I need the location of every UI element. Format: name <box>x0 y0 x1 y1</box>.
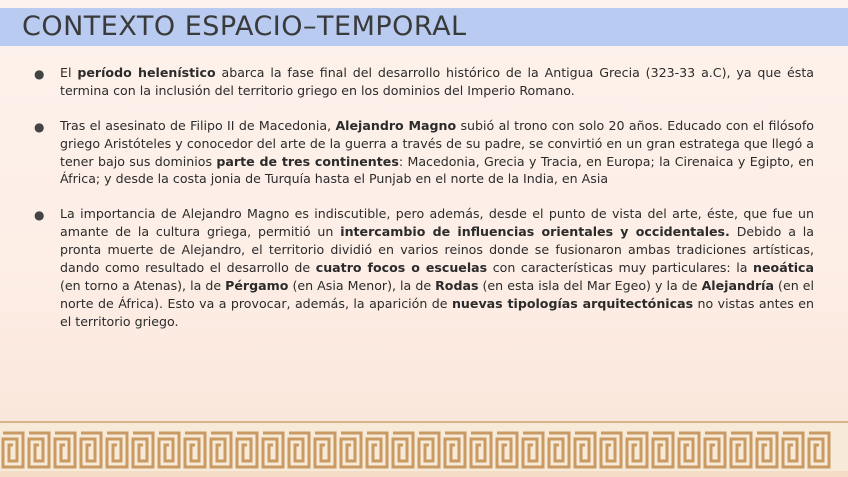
greek-meander-icon <box>728 430 754 470</box>
greek-meander-icon <box>780 430 806 470</box>
bullet-marker: ● <box>34 67 45 81</box>
list-item <box>34 205 814 330</box>
greek-meander-icon <box>364 430 390 470</box>
greek-meander-icon <box>182 430 208 470</box>
bullet-text-3: La importancia de Alejandro Magno es indiscutible, pero además, desde el punto de vista del arte, éste, que fue un amante de la cultura griega, permitió un intercambio de influencias orientales y occidentales. Debido a la pronta muerte de Alejandro, el territorio dividió en varios reinos donde se fusionaron ambas tradiciones artísticas, dando como resultado el desarrollo de cuatro focos o escuelas con características muy particulares: la neoática (en torno a Atenas), la de Pérgamo (en Asia Menor), la de Rodas (en esta isla del Mar Egeo) y la de Alejandría (en el norte de África). Esto va a provocar, además, la aparición de nuevas tipologías arquitectónicas no vistas antes en el territorio griego. <box>60 206 814 329</box>
greek-meander-icon <box>442 430 468 470</box>
list-item <box>34 64 814 100</box>
greek-meander-icon <box>754 430 780 470</box>
greek-meander-icon <box>572 430 598 470</box>
greek-meander-icon <box>520 430 546 470</box>
greek-meander-icon <box>260 430 286 470</box>
greek-meander-icon <box>286 430 312 470</box>
greek-meander-icon <box>104 430 130 470</box>
greek-meander-icon <box>312 430 338 470</box>
greek-meander-icon <box>208 430 234 470</box>
greek-meander-icon <box>78 430 104 470</box>
greek-meander-icon <box>26 430 52 470</box>
greek-meander-icon <box>52 430 78 470</box>
greek-meander-icon <box>338 430 364 470</box>
greek-meander-icon <box>650 430 676 470</box>
greek-meander-icon <box>234 430 260 470</box>
greek-meander-icon <box>468 430 494 470</box>
bullet-text-1: El período helenístico abarca la fase final del desarrollo histórico de la Antigua Grecia (323-33 a.C), ya que ésta termina con la inclusión del territorio griego en los dominios del Imperio Romano. <box>60 65 814 98</box>
bullet-text-2: Tras el asesinato de Filipo II de Macedonia, Alejandro Magno subió al trono con solo 20 años. Educado con el filósofo griego Aristóteles y conocedor del arte de la guerra a través de su padre, se convirtió en un gran estratega que llegó a tener bajo sus dominios parte de tres continentes: Macedonia, Grecia y Tracia, en Europa; la Cirenaica y Egipto, en África; y desde la costa jonia de Turquía hasta el Punjab en el norte de la India, en Asia <box>60 117 814 187</box>
greek-meander-border <box>0 421 848 477</box>
greek-meander-icon <box>156 430 182 470</box>
greek-meander-icon <box>416 430 442 470</box>
greek-meander-icon <box>494 430 520 470</box>
greek-meander-icon <box>676 430 702 470</box>
greek-meander-icon <box>130 430 156 470</box>
greek-meander-icon <box>806 430 832 470</box>
bullet-marker: ● <box>34 208 45 223</box>
slide-body <box>34 64 814 347</box>
bullet-marker: ● <box>34 119 45 134</box>
greek-meander-icon <box>546 430 572 470</box>
list-item <box>34 117 814 189</box>
greek-meander-icon <box>390 430 416 470</box>
greek-meander-row <box>0 427 848 473</box>
greek-meander-icon <box>598 430 624 470</box>
bottom-strip <box>0 471 848 477</box>
greek-meander-icon <box>624 430 650 470</box>
greek-meander-icon <box>702 430 728 470</box>
greek-meander-icon <box>0 430 26 470</box>
page-title: CONTEXTO ESPACIO–TEMPORAL <box>22 11 467 42</box>
